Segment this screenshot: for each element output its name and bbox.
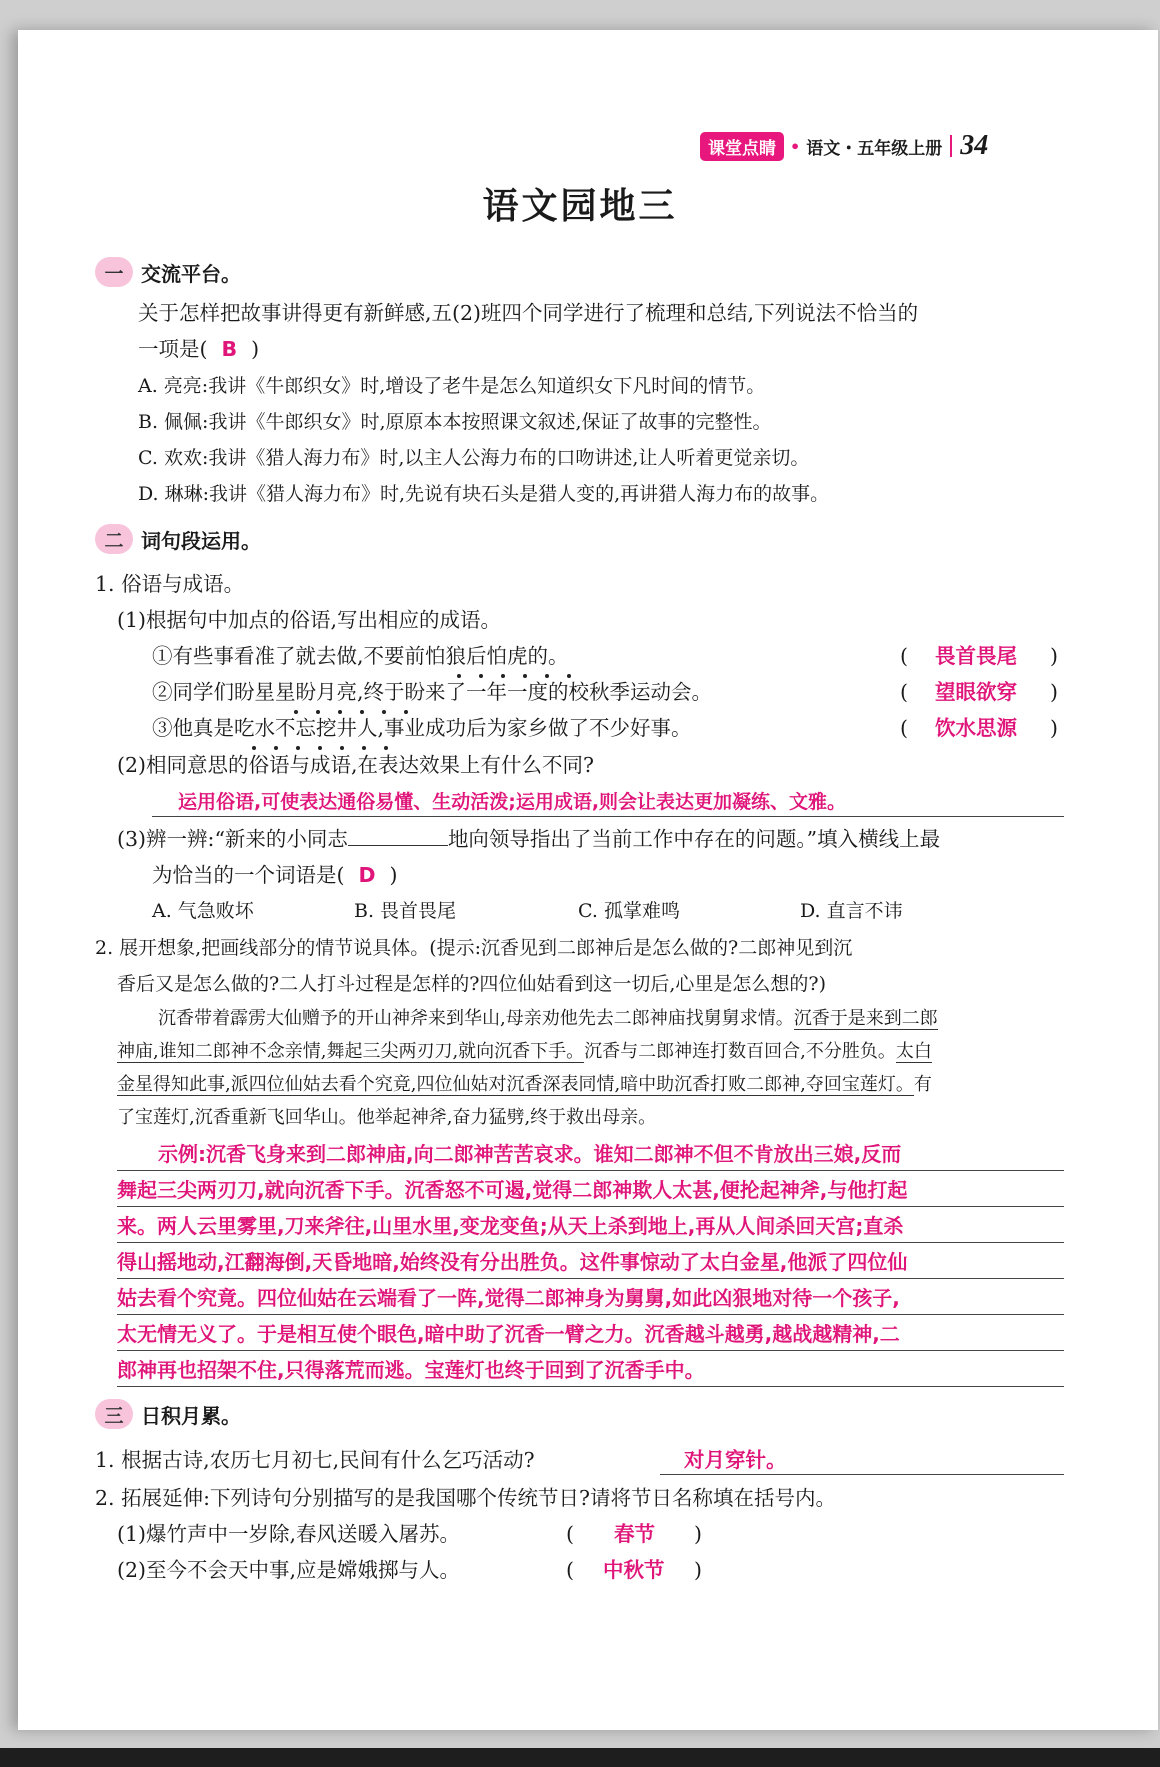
section-heading-2	[95, 524, 261, 554]
answer-text: D	[358, 863, 376, 887]
question-text	[138, 335, 259, 363]
paren-open: (	[900, 680, 908, 704]
section-title: 日积月累。	[141, 1403, 241, 1428]
section-heading-1	[95, 257, 241, 287]
story-line	[117, 1035, 932, 1068]
story-underlined: 太白	[895, 1041, 932, 1062]
bottom-bar	[0, 1748, 1160, 1767]
paren-open: (	[900, 644, 908, 668]
question-title: 2. 展开想象,把画线部分的情节说具体。(提示:沉香见到二郎神后是怎么做的?二郎神见到沉	[95, 937, 853, 959]
paren-close: )	[1050, 716, 1058, 740]
answer-text: 饮水思源	[935, 716, 1017, 740]
option-b: B. 畏首畏尾	[354, 900, 457, 922]
header-divider	[950, 135, 952, 157]
header-subject: 语文・五年级上册	[806, 138, 943, 159]
paren-open: (	[900, 716, 908, 740]
paren-close: )	[694, 1522, 702, 1546]
question-text: 地向领导指出了当前工作中存在的问题。”填入横线上最	[447, 827, 941, 851]
story-underlined: 神庙,谁知二郎神不念亲情,舞起三尖两刃刀,就向沉香下手。	[117, 1041, 585, 1062]
example-line: 姑去看个究竟。四位仙姑在云端看了一阵,觉得二郎神身为舅舅,如此凶狠地对待一个孩子,	[117, 1286, 900, 1310]
answer-text: 春节	[614, 1522, 655, 1546]
example-line: 得山摇地动,江翻海倒,天昏地暗,始终没有分出胜负。这件事惊动了太白金星,他派了四位仙	[117, 1250, 908, 1274]
paren-open: (	[566, 1522, 574, 1546]
page-header	[700, 128, 988, 164]
paren-close: )	[694, 1558, 702, 1582]
paren-close: )	[1050, 680, 1058, 704]
story-line	[117, 1101, 656, 1134]
example-line: 郎神再也招架不住,只得落荒而逃。宝莲灯也终于回到了沉香手中。	[117, 1358, 705, 1382]
question-suffix: )	[389, 863, 398, 887]
example-line: 示例:沉香飞身来到二郎神庙,向二郎神苦苦哀求。谁知二郎神不但不肯放出三娘,反而	[158, 1142, 902, 1166]
answer-line	[117, 1314, 1064, 1315]
story-underlined: 沉香于是来到二郎	[793, 1008, 938, 1029]
idiom-item: ①有些事看准了就去做,不要前怕狼后怕虎的。	[152, 644, 569, 668]
example-line: 舞起三尖两刃刀,就向沉香下手。沉香怒不可遏,觉得二郎神欺人太甚,便抡起神斧,与他打起	[117, 1178, 908, 1202]
story-text: 有	[913, 1074, 932, 1095]
option-b: B. 佩佩:我讲《牛郎织女》时,原原本本按照课文叙述,保证了故事的完整性。	[138, 411, 772, 433]
question-sub: (2)相同意思的俗语与成语,在表达效果上有什么不同?	[117, 753, 595, 777]
question-text	[152, 861, 398, 889]
question-prefix: 一项是(	[138, 337, 208, 361]
paren-open: (	[566, 1558, 574, 1582]
story-line	[117, 1068, 932, 1101]
answer-line	[117, 1386, 1064, 1387]
answer-line	[117, 1206, 1064, 1207]
answer-text: 中秋节	[603, 1558, 665, 1582]
answer-line	[117, 1242, 1064, 1243]
answer-text: 对月穿针。	[684, 1448, 787, 1472]
example-line: 来。两人云里雾里,刀来斧往,山里水里,变龙变鱼;从天上杀到地上,再从人间杀回天宫;直杀	[117, 1214, 904, 1238]
story-text: 沉香与二郎神连打数百回合,不分胜负。	[584, 1041, 896, 1062]
idiom-item: ②同学们盼星星盼月亮,终于盼来了一年一度的校秋季运动会。	[152, 680, 713, 704]
fill-blank	[348, 826, 448, 846]
page-number: 34	[960, 130, 989, 161]
question-title: 1. 俗语与成语。	[95, 572, 245, 596]
idiom-item: ③他真是吃水不忘挖井人,事业成功后为家乡做了不少好事。	[152, 716, 692, 740]
answer-line	[117, 1350, 1064, 1351]
question-text: 关于怎样把故事讲得更有新鲜感,五(2)班四个同学进行了梳理和总结,下列说法不恰当的	[138, 301, 919, 325]
answer-line	[117, 1170, 1064, 1171]
section-badge: 三	[95, 1399, 133, 1429]
answer-line	[152, 816, 1064, 817]
question-prefix: 为恰当的一个词语是(	[152, 863, 345, 887]
section-badge: 二	[95, 524, 133, 554]
header-tag: 课堂点睛	[700, 132, 784, 161]
option-c: C. 欢欢:我讲《猎人海力布》时,以主人公海力布的口吻讲述,让人听着更觉亲切。	[138, 447, 810, 469]
answer-text: 运用俗语,可使表达通俗易懂、生动活泼;运用成语,则会让表达更加凝练、文雅。	[178, 791, 847, 813]
story-underlined: 金星得知此事,派四位仙姑去看个究竟,四位仙姑对沉香深表同情,暗中助沉香打败二郎神,夺回宝莲灯。	[117, 1074, 914, 1095]
poem-item: (1)爆竹声中一岁除,春风送暖入屠苏。	[117, 1522, 461, 1546]
answer-line	[117, 1278, 1064, 1279]
story-text: 沉香带着霹雳大仙赠予的开山神斧来到华山,母亲劝他先去二郎神庙找舅舅求情。	[158, 1008, 794, 1029]
story-text: 了宝莲灯,沉香重新飞回华山。他举起神斧,奋力猛劈,终于救出母亲。	[117, 1107, 657, 1128]
story-line	[158, 1002, 938, 1035]
question-title: 1. 根据古诗,农历七月初七,民间有什么乞巧活动?	[95, 1448, 535, 1472]
question-sub	[117, 825, 940, 853]
question-suffix: )	[251, 337, 260, 361]
paren-close: )	[1050, 644, 1058, 668]
answer-line	[660, 1474, 1064, 1475]
question-title: 2. 拓展延伸:下列诗句分别描写的是我国哪个传统节日?请将节日名称填在括号内。	[95, 1486, 836, 1510]
header-dot: •	[790, 136, 801, 156]
poem-item: (2)至今不会天中事,应是嫦娥掷与人。	[117, 1558, 461, 1582]
answer-text: 畏首畏尾	[935, 644, 1017, 668]
section-title: 词句段运用。	[141, 528, 261, 553]
option-c: C. 孤掌难鸣	[578, 900, 680, 922]
question-text: 香后又是怎么做的?二人打斗过程是怎样的?四位仙姑看到这一切后,心里是怎么想的?)	[117, 973, 827, 995]
answer-text: 望眼欲穿	[935, 680, 1017, 704]
question-sub: (1)根据句中加点的俗语,写出相应的成语。	[117, 608, 502, 632]
option-d: D. 琳琳:我讲《猎人海力布》时,先说有块石头是猎人变的,再讲猎人海力布的故事。	[138, 483, 830, 505]
question-text: (3)辨一辨:“新来的小同志	[117, 827, 348, 851]
page-title: 语文园地三	[482, 186, 678, 227]
option-a: A. 气急败坏	[152, 900, 254, 922]
option-d: D. 直言不讳	[800, 900, 903, 922]
section-badge: 一	[95, 257, 133, 287]
example-line: 太无情无义了。于是相互使个眼色,暗中助了沉香一臂之力。沉香越斗越勇,越战越精神,二	[117, 1322, 900, 1346]
section-title: 交流平台。	[141, 261, 241, 286]
answer-text: B	[221, 337, 238, 361]
option-a: A. 亮亮:我讲《牛郎织女》时,增设了老牛是怎么知道织女下凡时间的情节。	[138, 375, 766, 397]
section-heading-3	[95, 1399, 241, 1429]
